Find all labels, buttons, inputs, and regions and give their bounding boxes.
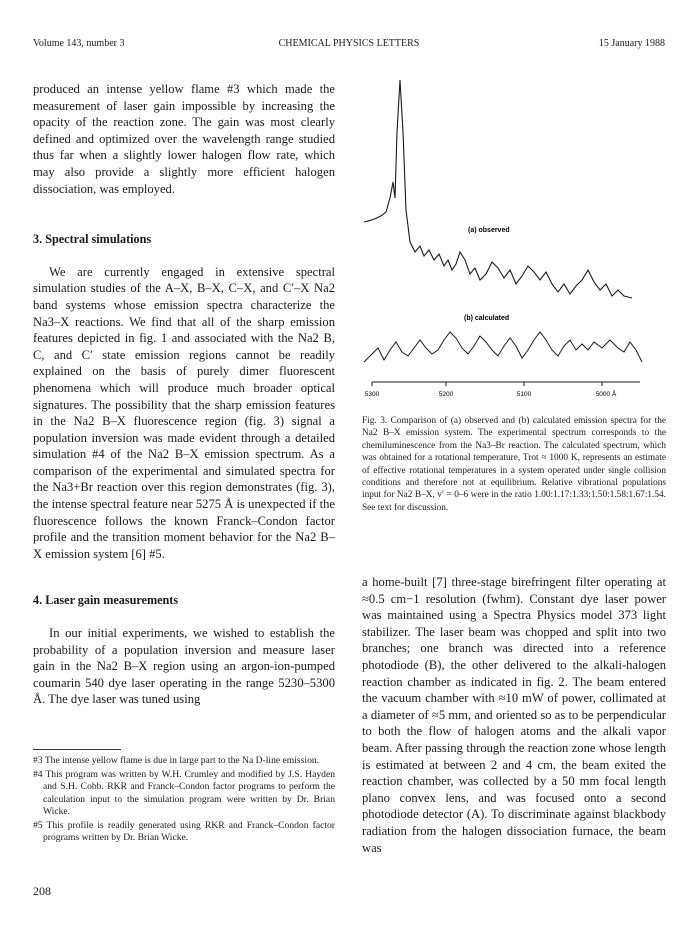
tick-label-5200: 5200 [438,391,454,398]
issue-date: 15 January 1988 [598,38,665,49]
page-header [33,38,665,52]
paragraph-laser-setup: a home-built [7] three-stage birefringent filter operating at ≈0.5 cm−1 resolution (fwhm). Constant dye laser power was maintained using a Spectra Physics model 373 light stabilizer. The laser beam was chopped and split into two branches; one branch was directed into a reference photodiode (B), the other delivered to the alkali-halogen reaction chamber as indicated in fig. 2. The beam entered the vacuum chamber with ≈10 mW of power, collimated at a diameter of ≈5 mm, and oriented so as to be perpendicular to both the flow of halogen atoms and the alkali vapor beam. After passing through the reaction zone whose length is estimated at between 2 and 4 cm, the beam exited the reaction chamber, was collected by a 50 mm focal length plano convex lens, and was focused onto a second photodiode detector (A). To discriminate against blackbody radiation from the halogen dissociation furnace, the beam was [362,575,666,855]
footnotes [33,755,335,846]
right-column [362,574,666,856]
page-number: 208 [33,884,51,898]
footnote-5: #5 This profile is readily generated using RKR and Franck–Condon factor programs written by Dr. Brian Wicke. [33,820,335,844]
journal-name: CHEMICAL PHYSICS LETTERS [278,38,420,49]
tick-label-5100: 5100 [516,391,532,398]
figure-3 [362,70,666,410]
observed-spectrum-trace [364,80,632,298]
footnote-3: #3 The intense yellow flame is due in large part to the Na D-line emission. [33,755,320,766]
emission-spectra-plot [362,70,666,410]
paragraph-flame: produced an intense yellow flame #3 which made the measurement of laser gain impossible by increasing the opacity of the reaction zone. The gain was most clearly defined and optimized over the wavelength range studied thus far when a slightly lower halogen flow rate, which may also provide a slightly more efficient halogen dissociation, was employed. [33,82,335,196]
tick-label-5000: 5000 Å [595,391,617,398]
section-heading-laser-gain: 4. Laser gain measurements [33,593,179,608]
calculated-spectrum-trace [364,332,642,362]
left-column [33,81,335,708]
section-heading-spectral-simulations: 3. Spectral simulations [33,232,152,247]
calculated-label: (b) calculated [464,315,510,322]
figure-caption: Fig. 3. Comparison of (a) observed and (b) calculated emission spectra for the Na2 B–X emission system. The experimental spectrum corresponds to the chemiluminescence from the Na3–Br reaction. The calculated spectrum, which was obtained for a rotational temperature, Trot ≈ 1000 K, represents an estimate of effective rotational temperatures in a system operated under single collision conditions and therefore not at equilibrium. Relative vibrational populations input for Na2 B–X, v′ = 0–6 were in the ratio 1.00:1.17:1.33:1.50:1.58:1.67:1.54. See text for discussion. [362,416,666,513]
tick-label-5300: 5300 [364,391,380,398]
volume-number: Volume 143, number 3 [33,38,125,49]
footnote-rule [33,749,121,750]
observed-label: (a) observed [468,227,510,234]
paragraph-laser-gain: In our initial experiments, we wished to establish the probability of a population inversion and measure laser gain in the Na2 B–X region using an argon-ion-pumped coumarin 540 dye laser operating in the range 5230–5300 Å. The dye laser was tuned using [33,626,335,707]
footnote-4: #4 This program was written by W.H. Crumley and modified by J.S. Hayden and S.H. Cobb. RKR and Franck–Condon factor programs to perform the calculation input to the simulation program were written by Dr. Brian Wicke. [33,769,335,817]
paragraph-spectral-simulations: We are currently engaged in extensive spectral simulation studies of the A–X, B–X, C–X, and C′–X Na2 band systems whose emission spectra characterize the Na3–X reactions. We find that all of the sharp emission features depicted in fig. 1 and associated with the Na2 B, C, and C′ state emission regions cannot be readily explained on the basis of purely dimer fluorescent phenomena which will produce much broader optical signatures. The possibility that the sharp emission features in the Na2 B–X fluorescence region (fig. 3) signal a population inversion was made evident through a detailed simulation #4 of the Na2 B–X emission spectrum. As a comparison of the experimental and simulated spectra for the Na3+Br reaction over this region demonstrates (fig. 3), the intense spectral feature near 5275 Å is unexpected if the fluorescence follows the known Franck–Condon factor profile and the transition moment behavior for the Na2 B–X emission system [6] #5. [33,264,335,561]
